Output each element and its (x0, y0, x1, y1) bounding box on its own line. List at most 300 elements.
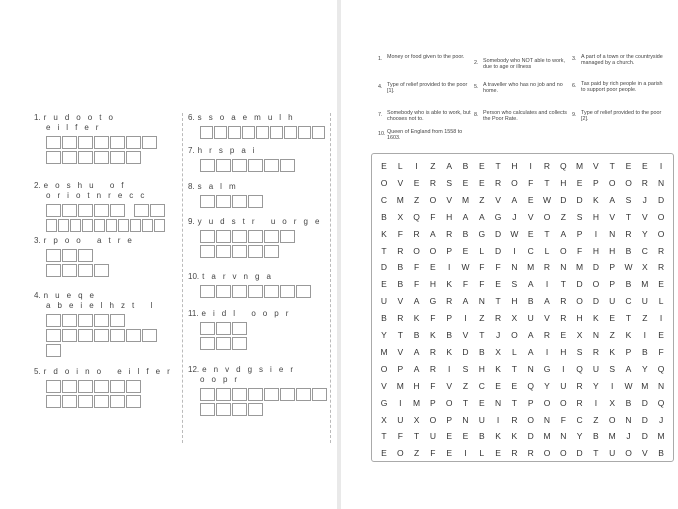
wordsearch-letter[interactable]: T (495, 296, 501, 307)
wordsearch-letter[interactable]: H (560, 177, 567, 188)
wordsearch-letter[interactable]: B (462, 161, 469, 171)
wordsearch-letter[interactable]: O (380, 177, 388, 188)
wordsearch-letter[interactable]: N (511, 262, 518, 273)
wordsearch-letter[interactable]: R (511, 448, 518, 459)
wordsearch-letter[interactable]: E (495, 380, 501, 391)
wordsearch-letter[interactable]: R (397, 245, 404, 256)
wordsearch-letter[interactable]: T (625, 313, 632, 324)
wordsearch-letter[interactable]: R (495, 313, 502, 324)
wordsearch-letter[interactable]: U (609, 448, 616, 459)
wordsearch-letter[interactable]: E (381, 279, 387, 290)
wordsearch-letter[interactable]: P (446, 245, 453, 256)
wordsearch-letter[interactable]: V (397, 296, 404, 307)
wordsearch-letter[interactable]: R (511, 414, 518, 425)
wordsearch-letter[interactable]: Q (527, 380, 534, 391)
wordsearch-letter[interactable]: I (643, 330, 646, 340)
wordsearch-letter[interactable]: Y (576, 431, 583, 442)
wordsearch-letter[interactable]: J (658, 414, 664, 425)
answer-boxes[interactable] (200, 230, 320, 260)
wordsearch-letter[interactable]: E (430, 262, 436, 273)
wordsearch-letter[interactable]: E (560, 330, 567, 340)
wordsearch-letter[interactable]: W (542, 194, 552, 205)
wordsearch-letter[interactable]: I (659, 313, 663, 324)
wordsearch-letter[interactable]: H (511, 296, 518, 307)
wordsearch-letter[interactable]: K (625, 330, 632, 340)
wordsearch-letter[interactable]: L (544, 245, 550, 256)
wordsearch-letter[interactable]: Z (479, 194, 485, 205)
wordsearch-letter[interactable]: N (560, 431, 567, 442)
wordsearch-letter[interactable]: Z (642, 313, 648, 324)
wordsearch-letter[interactable]: X (381, 414, 387, 425)
wordsearch-letter[interactable]: P (609, 262, 616, 273)
wordsearch-letter[interactable]: V (609, 211, 616, 222)
wordsearch-letter[interactable]: F (397, 431, 403, 442)
wordsearch-letter[interactable]: V (446, 194, 453, 205)
wordsearch-letter[interactable]: E (446, 431, 453, 442)
wordsearch-letter[interactable]: P (576, 228, 583, 239)
wordsearch-letter[interactable]: R (641, 177, 648, 188)
wordsearch-letter[interactable]: G (494, 211, 502, 222)
wordsearch-letter[interactable]: Q (657, 397, 665, 408)
wordsearch-letter[interactable]: I (611, 380, 614, 391)
wordsearch-letter[interactable]: Y (544, 380, 550, 391)
wordsearch-letter[interactable]: D (495, 245, 502, 256)
wordsearch-letter[interactable]: U (560, 380, 567, 391)
wordsearch-letter[interactable]: S (576, 346, 583, 357)
wordsearch-letter[interactable]: B (397, 279, 404, 290)
wordsearch-letter[interactable]: N (543, 414, 551, 425)
wordsearch-letter[interactable]: C (641, 245, 648, 256)
wordsearch-letter[interactable]: P (446, 414, 453, 425)
wordsearch-letter[interactable]: U (429, 431, 436, 442)
wordsearch-letter[interactable]: E (527, 194, 534, 205)
wordsearch-letter[interactable]: N (478, 296, 485, 307)
wordsearch-letter[interactable]: F (495, 262, 501, 273)
wordsearch-letter[interactable]: N (592, 330, 599, 340)
wordsearch-letter[interactable]: K (495, 431, 501, 442)
wordsearch-letter[interactable]: U (380, 296, 388, 307)
wordsearch-letter[interactable]: Q (413, 211, 420, 222)
wordsearch-letter[interactable]: R (429, 346, 436, 357)
wordsearch-letter[interactable]: K (609, 346, 616, 357)
wordsearch-letter[interactable]: D (641, 414, 648, 425)
wordsearch-letter[interactable]: O (511, 330, 518, 340)
wordsearch-letter[interactable]: M (396, 194, 404, 205)
wordsearch-letter[interactable]: C (527, 245, 534, 256)
wordsearch-letter[interactable]: O (543, 397, 551, 408)
wordsearch-letter[interactable]: E (576, 177, 583, 188)
wordsearch-letter[interactable]: O (511, 177, 518, 188)
wordsearch-letter[interactable]: K (413, 313, 420, 324)
wordsearch-letter[interactable]: O (608, 177, 616, 188)
wordsearch-letter[interactable]: N (527, 363, 534, 374)
wordsearch-letter[interactable]: K (495, 363, 501, 374)
wordsearch-letter[interactable]: I (464, 448, 467, 459)
wordsearch-letter[interactable]: O (559, 397, 567, 408)
wordsearch-letter[interactable]: H (429, 279, 436, 290)
wordsearch-letter[interactable]: I (545, 279, 549, 290)
wordsearch-letter[interactable]: L (658, 296, 664, 307)
wordsearch-letter[interactable]: N (658, 177, 665, 188)
wordsearch-letter[interactable]: V (495, 194, 501, 205)
wordsearch-letter[interactable]: F (576, 245, 583, 256)
wordsearch-letter[interactable]: H (592, 211, 599, 222)
wordsearch-letter[interactable]: A (527, 330, 534, 340)
wordsearch-letter[interactable]: V (641, 448, 648, 459)
wordsearch-letter[interactable]: O (576, 296, 583, 307)
wordsearch-letter[interactable]: Z (413, 448, 420, 459)
wordsearch-letter[interactable]: V (397, 346, 404, 357)
wordsearch-letter[interactable]: D (658, 194, 665, 205)
wordsearch-letter[interactable]: I (464, 313, 467, 324)
wordsearch-letter[interactable]: H (413, 380, 420, 391)
wordsearch-letter[interactable]: N (609, 228, 616, 239)
wordsearch-letter[interactable]: Q (576, 363, 583, 374)
wordsearch-letter[interactable]: L (479, 448, 485, 459)
wordsearch-letter[interactable]: U (527, 313, 534, 324)
wordsearch-letter[interactable]: B (625, 245, 632, 256)
wordsearch-letter[interactable]: R (446, 296, 453, 307)
wordsearch-letter[interactable]: A (478, 211, 485, 222)
wordsearch-letter[interactable]: J (512, 211, 517, 222)
wordsearch-letter[interactable]: E (658, 279, 664, 290)
wordsearch-letter[interactable]: Z (609, 330, 615, 340)
wordsearch-letter[interactable]: T (479, 330, 485, 340)
wordsearch-letter[interactable]: H (478, 363, 485, 374)
wordsearch-letter[interactable]: O (559, 448, 567, 459)
wordsearch-letter[interactable]: O (543, 448, 551, 459)
wordsearch-letter[interactable]: Y (641, 363, 648, 374)
wordsearch-letter[interactable]: M (641, 279, 649, 290)
wordsearch-letter[interactable]: B (446, 330, 453, 340)
wordsearch-letter[interactable]: G (543, 363, 551, 374)
wordsearch-letter[interactable]: D (495, 228, 502, 239)
wordsearch-letter[interactable]: N (462, 414, 469, 425)
wordsearch-letter[interactable]: A (560, 228, 567, 239)
wordsearch-letter[interactable]: I (415, 161, 418, 171)
wordsearch-letter[interactable]: F (430, 448, 436, 459)
wordsearch-letter[interactable]: R (446, 228, 453, 239)
wordsearch-letter[interactable]: P (430, 397, 436, 408)
wordsearch-letter[interactable]: O (445, 397, 453, 408)
wordsearch-letter[interactable]: E (495, 448, 501, 459)
wordsearch-letter[interactable]: P (609, 279, 616, 290)
answer-boxes[interactable] (46, 136, 166, 166)
wordsearch-letter[interactable]: R (543, 330, 551, 340)
wordsearch-letter[interactable]: H (560, 346, 567, 357)
wordsearch-letter[interactable]: N (625, 414, 632, 425)
wordsearch-letter[interactable]: L (397, 161, 403, 171)
wordsearch-letter[interactable]: E (609, 313, 616, 324)
wordsearch-letter[interactable]: Z (430, 161, 436, 171)
wordsearch-letter[interactable]: E (495, 279, 501, 290)
wordsearch-letter[interactable]: T (511, 363, 517, 374)
answer-boxes[interactable] (46, 204, 176, 234)
wordsearch-letter[interactable]: T (413, 431, 420, 442)
wordsearch-letter[interactable]: S (576, 211, 583, 222)
wordsearch-letter[interactable]: R (429, 177, 436, 188)
wordsearch-letter[interactable]: A (511, 194, 518, 205)
wordsearch-letter[interactable]: S (462, 363, 469, 374)
wordsearch-letter[interactable]: B (381, 211, 387, 222)
wordsearch-letter[interactable]: E (658, 330, 664, 340)
wordsearch-letter[interactable]: N (658, 380, 665, 391)
wordsearch-letter[interactable]: R (560, 296, 567, 307)
wordsearch-letter[interactable]: O (625, 177, 632, 188)
wordsearch-letter[interactable]: T (544, 177, 550, 188)
wordsearch-letter[interactable]: Y (593, 380, 599, 391)
wordsearch-letter[interactable]: X (413, 414, 420, 425)
wordsearch-letter[interactable]: A (625, 363, 632, 374)
wordsearch-letter[interactable]: V (641, 211, 648, 222)
wordsearch-grid[interactable] (371, 153, 674, 462)
wordsearch-letter[interactable]: B (381, 313, 387, 324)
wordsearch-letter[interactable]: F (658, 346, 664, 357)
wordsearch-letter[interactable]: M (380, 346, 388, 357)
wordsearch-letter[interactable]: J (642, 194, 647, 205)
wordsearch-letter[interactable]: C (625, 296, 632, 307)
wordsearch-letter[interactable]: K (593, 194, 599, 205)
wordsearch-letter[interactable]: F (528, 177, 534, 188)
wordsearch-letter[interactable]: B (658, 448, 664, 459)
wordsearch-letter[interactable]: T (397, 330, 403, 340)
wordsearch-letter[interactable]: R (560, 313, 567, 324)
wordsearch-letter[interactable]: A (462, 296, 469, 307)
wordsearch-letter[interactable]: I (562, 363, 565, 374)
wordsearch-letter[interactable]: D (641, 397, 648, 408)
wordsearch-letter[interactable]: B (641, 346, 648, 357)
answer-boxes[interactable] (200, 388, 340, 418)
wordsearch-letter[interactable]: E (625, 161, 632, 171)
wordsearch-letter[interactable]: T (381, 245, 387, 256)
answer-boxes[interactable] (200, 126, 340, 141)
wordsearch-letter[interactable]: X (511, 313, 518, 324)
wordsearch-letter[interactable]: F (479, 262, 485, 273)
wordsearch-letter[interactable]: E (511, 380, 518, 391)
wordsearch-letter[interactable]: T (544, 228, 550, 239)
wordsearch-letter[interactable]: M (527, 262, 535, 273)
wordsearch-letter[interactable]: I (659, 161, 663, 171)
wordsearch-letter[interactable]: O (625, 448, 632, 459)
wordsearch-letter[interactable]: U (397, 414, 404, 425)
wordsearch-letter[interactable]: G (478, 228, 486, 239)
wordsearch-letter[interactable]: V (381, 380, 387, 391)
wordsearch-letter[interactable]: R (543, 262, 551, 273)
wordsearch-letter[interactable]: D (462, 346, 469, 357)
wordsearch-letter[interactable]: I (594, 228, 598, 239)
wordsearch-letter[interactable]: B (625, 397, 632, 408)
wordsearch-letter[interactable]: F (413, 279, 420, 290)
wordsearch-letter[interactable]: E (641, 161, 648, 171)
wordsearch-letter[interactable]: R (658, 245, 665, 256)
wordsearch-letter[interactable]: E (462, 245, 469, 256)
wordsearch-letter[interactable]: T (609, 161, 615, 171)
wordsearch-letter[interactable]: M (543, 431, 551, 442)
wordsearch-letter[interactable]: O (429, 245, 437, 256)
answer-boxes[interactable] (46, 314, 166, 359)
wordsearch-letter[interactable]: R (592, 346, 599, 357)
wordsearch-letter[interactable]: D (576, 448, 583, 459)
wordsearch-letter[interactable]: R (625, 228, 632, 239)
wordsearch-letter[interactable]: T (625, 211, 632, 222)
wordsearch-letter[interactable]: A (527, 346, 534, 357)
wordsearch-letter[interactable]: E (478, 397, 485, 408)
wordsearch-letter[interactable]: X (609, 397, 616, 408)
wordsearch-letter[interactable]: U (478, 414, 485, 425)
wordsearch-letter[interactable]: V (544, 313, 550, 324)
wordsearch-letter[interactable]: R (576, 397, 583, 408)
wordsearch-letter[interactable]: R (576, 380, 583, 391)
wordsearch-letter[interactable]: V (527, 211, 534, 222)
wordsearch-letter[interactable]: P (446, 313, 453, 324)
wordsearch-letter[interactable]: B (625, 279, 632, 290)
wordsearch-letter[interactable]: N (495, 397, 502, 408)
wordsearch-letter[interactable]: H (446, 211, 453, 222)
wordsearch-letter[interactable]: H (592, 245, 599, 256)
wordsearch-letter[interactable]: P (593, 177, 599, 188)
wordsearch-letter[interactable]: D (576, 279, 583, 290)
wordsearch-letter[interactable]: B (397, 262, 404, 273)
wordsearch-letter[interactable]: O (429, 414, 437, 425)
wordsearch-letter[interactable]: D (592, 262, 599, 273)
wordsearch-letter[interactable]: I (496, 414, 500, 425)
wordsearch-letter[interactable]: O (396, 448, 404, 459)
wordsearch-letter[interactable]: M (461, 194, 470, 205)
wordsearch-letter[interactable]: Z (479, 313, 485, 324)
wordsearch-letter[interactable]: M (576, 262, 584, 273)
wordsearch-letter[interactable]: J (495, 330, 501, 340)
wordsearch-letter[interactable]: U (592, 363, 599, 374)
wordsearch-letter[interactable]: S (609, 363, 616, 374)
wordsearch-letter[interactable]: U (641, 296, 648, 307)
wordsearch-letter[interactable]: V (446, 380, 453, 391)
wordsearch-letter[interactable]: E (413, 177, 420, 188)
wordsearch-letter[interactable]: E (462, 431, 469, 442)
wordsearch-letter[interactable]: K (446, 279, 453, 290)
wordsearch-letter[interactable]: W (624, 380, 633, 391)
wordsearch-letter[interactable]: D (592, 296, 599, 307)
wordsearch-letter[interactable]: F (430, 313, 436, 324)
wordsearch-letter[interactable]: D (527, 431, 534, 442)
wordsearch-letter[interactable]: P (527, 397, 534, 408)
wordsearch-letter[interactable]: B (478, 346, 485, 357)
wordsearch-letter[interactable]: I (594, 397, 598, 408)
wordsearch-letter[interactable]: O (657, 228, 665, 239)
wordsearch-letter[interactable]: R (658, 262, 665, 273)
wordsearch-letter[interactable]: H (576, 313, 583, 324)
wordsearch-letter[interactable]: C (380, 194, 388, 205)
wordsearch-letter[interactable]: E (462, 177, 469, 188)
wordsearch-letter[interactable]: B (478, 431, 485, 442)
wordsearch-letter[interactable]: T (593, 448, 599, 459)
wordsearch-letter[interactable]: I (448, 363, 451, 374)
wordsearch-letter[interactable]: B (462, 228, 469, 239)
wordsearch-letter[interactable]: Y (641, 228, 648, 239)
wordsearch-letter[interactable]: R (527, 448, 534, 459)
wordsearch-letter[interactable]: T (560, 279, 566, 290)
wordsearch-letter[interactable]: A (609, 194, 616, 205)
wordsearch-letter[interactable]: X (641, 262, 648, 273)
wordsearch-letter[interactable]: X (495, 346, 501, 357)
wordsearch-letter[interactable]: Z (560, 211, 566, 222)
wordsearch-letter[interactable]: H (609, 245, 616, 256)
wordsearch-letter[interactable]: F (479, 279, 485, 290)
wordsearch-letter[interactable]: Q (559, 161, 567, 171)
wordsearch-letter[interactable]: S (625, 194, 632, 205)
wordsearch-letter[interactable]: O (592, 279, 600, 290)
wordsearch-letter[interactable]: I (448, 262, 451, 273)
wordsearch-letter[interactable]: F (413, 262, 420, 273)
wordsearch-letter[interactable]: E (527, 228, 534, 239)
wordsearch-letter[interactable]: O (429, 194, 437, 205)
wordsearch-letter[interactable]: S (511, 279, 518, 290)
wordsearch-letter[interactable]: U (609, 296, 616, 307)
answer-boxes[interactable] (200, 159, 320, 174)
wordsearch-letter[interactable]: W (461, 262, 470, 273)
wordsearch-letter[interactable]: I (513, 245, 516, 256)
wordsearch-letter[interactable]: O (657, 211, 665, 222)
wordsearch-letter[interactable]: K (381, 228, 387, 239)
wordsearch-letter[interactable]: Y (381, 330, 387, 340)
wordsearch-letter[interactable]: D (641, 431, 648, 442)
wordsearch-letter[interactable]: T (511, 397, 517, 408)
wordsearch-letter[interactable]: M (396, 380, 404, 391)
wordsearch-letter[interactable]: F (430, 211, 436, 222)
wordsearch-letter[interactable]: R (397, 313, 404, 324)
wordsearch-letter[interactable]: D (576, 194, 583, 205)
wordsearch-letter[interactable]: Z (413, 194, 420, 205)
wordsearch-letter[interactable]: O (543, 211, 551, 222)
wordsearch-letter[interactable]: L (479, 245, 485, 256)
wordsearch-letter[interactable]: A (462, 211, 469, 222)
wordsearch-letter[interactable]: C (576, 414, 583, 425)
wordsearch-letter[interactable]: R (413, 228, 420, 239)
wordsearch-letter[interactable]: K (511, 431, 518, 442)
wordsearch-letter[interactable]: P (625, 346, 632, 357)
wordsearch-letter[interactable]: K (430, 330, 436, 340)
wordsearch-letter[interactable]: A (446, 161, 453, 171)
wordsearch-letter[interactable]: R (495, 177, 502, 188)
wordsearch-letter[interactable]: M (413, 397, 421, 408)
wordsearch-letter[interactable]: A (413, 363, 420, 374)
answer-boxes[interactable] (200, 322, 320, 352)
wordsearch-letter[interactable]: X (397, 211, 404, 222)
wordsearch-letter[interactable]: E (446, 448, 453, 459)
wordsearch-letter[interactable]: M (657, 431, 665, 442)
answer-boxes[interactable] (46, 380, 166, 410)
wordsearch-letter[interactable]: B (413, 330, 420, 340)
wordsearch-letter[interactable]: I (399, 397, 402, 408)
wordsearch-letter[interactable]: O (608, 414, 616, 425)
wordsearch-letter[interactable]: F (430, 380, 436, 391)
wordsearch-letter[interactable]: B (593, 431, 599, 442)
wordsearch-letter[interactable]: K (593, 313, 599, 324)
wordsearch-letter[interactable]: V (462, 330, 469, 340)
wordsearch-letter[interactable]: V (593, 161, 599, 171)
wordsearch-letter[interactable]: D (380, 262, 388, 273)
wordsearch-letter[interactable]: O (527, 414, 534, 425)
wordsearch-letter[interactable]: F (560, 414, 566, 425)
wordsearch-letter[interactable]: C (478, 380, 485, 391)
wordsearch-letter[interactable]: M (608, 431, 616, 442)
answer-boxes[interactable] (200, 195, 320, 210)
wordsearch-letter[interactable]: D (560, 194, 567, 205)
wordsearch-letter[interactable]: A (413, 296, 420, 307)
wordsearch-letter[interactable]: A (527, 279, 534, 290)
answer-boxes[interactable] (46, 249, 166, 279)
wordsearch-letter[interactable]: J (626, 431, 631, 442)
wordsearch-letter[interactable]: E (478, 161, 485, 171)
